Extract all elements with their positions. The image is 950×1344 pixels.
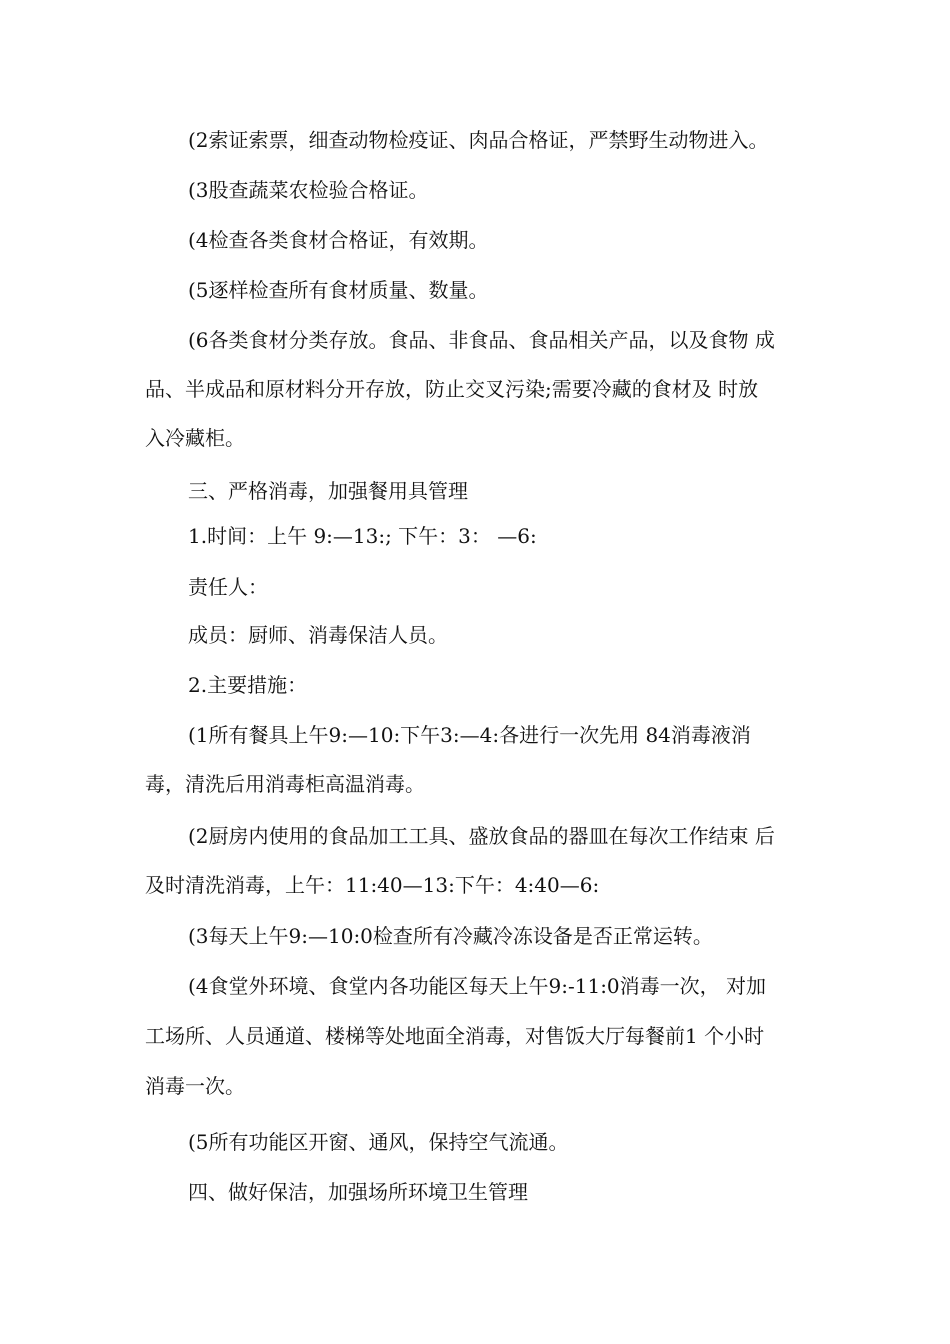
section-heading: 三、严格消毒，加强餐用具管理 <box>188 479 468 503</box>
paragraph-line: (4检查各类食材合格证，有效期。 <box>188 228 489 252</box>
paragraph-line: (5逐样检查所有食材质量、数量。 <box>188 278 489 302</box>
paragraph-line: (2索证索票，细查动物检疫证、肉品合格证，严禁野生动物进入。 <box>188 128 769 152</box>
paragraph-line: 入冷藏柜。 <box>145 426 245 450</box>
paragraph-line: (2厨房内使用的食品加工工具、盛放食品的器皿在每次工作结束 后 <box>188 824 775 848</box>
paragraph-line: 责任人： <box>188 575 268 599</box>
paragraph-line: (3股查蔬菜农检验合格证。 <box>188 178 429 202</box>
paragraph-line: (4食堂外环境、食堂内各功能区每天上午9:-11:0消毒一次， 对加 <box>188 974 767 998</box>
paragraph-line: 消毒一次。 <box>145 1074 245 1098</box>
paragraph-line: 1.时间：上午 9:—13:; 下午：3： —6: <box>188 524 537 548</box>
paragraph-line: (3每天上午9:—10:0检查所有冷藏冷冻设备是否正常运转。 <box>188 924 713 948</box>
paragraph-line: (5所有功能区开窗、通风，保持空气流通。 <box>188 1130 569 1154</box>
paragraph-line: 品、半成品和原材料分开存放，防止交叉污染;需要冷藏的食材及 时放 <box>145 377 759 401</box>
paragraph-line: 2.主要措施： <box>188 673 308 697</box>
section-heading: 四、做好保洁，加强场所环境卫生管理 <box>188 1180 528 1204</box>
paragraph-line: 毒，清洗后用消毒柜高温消毒。 <box>145 772 425 796</box>
paragraph-line: (1所有餐具上午9:—10:下午3:—4:各进行一次先用 84消毒液消 <box>188 723 751 747</box>
paragraph-line: 成员：厨师、消毒保洁人员。 <box>188 623 448 647</box>
paragraph-line: 及时清洗消毒，上午：11:40—13:下午：4:40—6: <box>145 873 600 897</box>
paragraph-line: (6各类食材分类存放。食品、非食品、食品相关产品，以及食物 成 <box>188 328 775 352</box>
paragraph-line: 工场所、人员通道、楼梯等处地面全消毒，对售饭大厅每餐前1 个小时 <box>145 1024 765 1048</box>
